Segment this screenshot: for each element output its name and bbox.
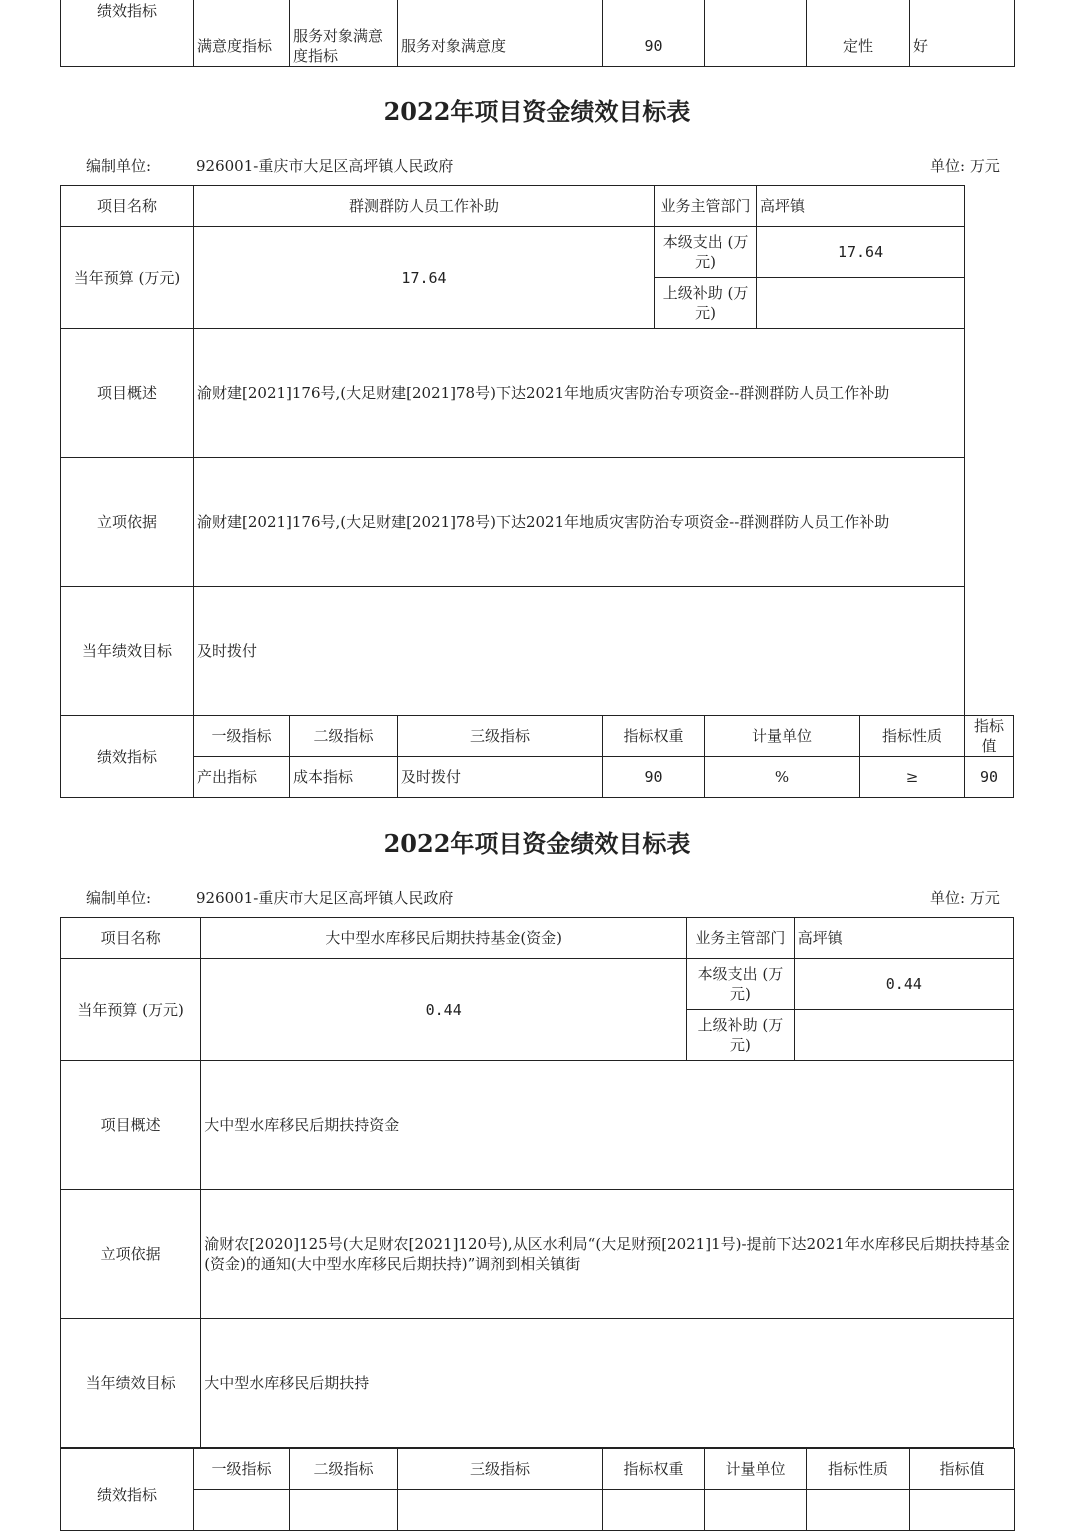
level3-cell: 服务对象满意度 (398, 0, 603, 67)
header-value: 指标值 (910, 1449, 1015, 1490)
level2-cell: 服务对象满意度指标 (290, 0, 398, 67)
summary-value: 大中型水库移民后期扶持资金 (201, 1061, 1014, 1190)
unit-cell (705, 0, 807, 67)
header-level1: 一级指标 (194, 1449, 290, 1490)
project-name-value: 群测群防人员工作补助 (194, 186, 655, 227)
compile-unit-value: 926001-重庆市大足区高坪镇人民政府 (196, 157, 454, 175)
header-nature: 指标性质 (807, 1449, 910, 1490)
header-unit: 计量单位 (705, 716, 860, 757)
compile-unit-label: 编制单位: (86, 157, 152, 175)
header-nature: 指标性质 (860, 716, 965, 757)
unit-label: 单位: 万元 (930, 157, 1000, 175)
header-weight: 指标权重 (603, 1449, 705, 1490)
header-value: 指标值 (965, 716, 1014, 757)
upper-subsidy-value (794, 1010, 1013, 1061)
project-name-label: 项目名称 (61, 918, 201, 959)
indicators-label: 绩效指标 (61, 0, 194, 67)
summary-label: 项目概述 (61, 1061, 201, 1190)
weight-cell: 90 (603, 0, 705, 67)
goal-label: 当年绩效目标 (61, 587, 194, 716)
nature-cell: 定性 (807, 0, 910, 67)
goal-value: 大中型水库移民后期扶持 (201, 1319, 1014, 1448)
weight-cell: 90 (603, 757, 705, 798)
dept-value: 高坪镇 (794, 918, 1013, 959)
header-level2: 二级指标 (290, 1449, 398, 1490)
own-expense-value: 17.64 (757, 227, 965, 278)
dept-value: 高坪镇 (757, 186, 965, 227)
indicators-label: 绩效指标 (61, 716, 194, 798)
level1-cell: 满意度指标 (194, 0, 290, 67)
header-level3: 三级指标 (398, 1449, 603, 1490)
budget-label: 当年预算 (万元) (61, 959, 201, 1061)
basis-value: 渝财建[2021]176号,(大足财建[2021]78号)下达2021年地质灾害防治专项资金--群测群防人员工作补助 (194, 458, 965, 587)
level2-cell: 成本指标 (290, 757, 398, 798)
budget-label: 当年预算 (万元) (61, 227, 194, 329)
goal-label: 当年绩效目标 (61, 1319, 201, 1448)
upper-subsidy-label: 上级补助 (万元) (687, 1010, 795, 1061)
performance-table-2 (60, 917, 1014, 1448)
header-level1: 一级指标 (194, 716, 290, 757)
level3-cell: 及时拨付 (398, 757, 603, 798)
compile-unit-value: 926001-重庆市大足区高坪镇人民政府 (196, 889, 454, 907)
nature-cell: ≥ (860, 757, 965, 798)
own-expense-label: 本级支出 (万元) (687, 959, 795, 1010)
basis-label: 立项依据 (61, 1190, 201, 1319)
own-expense-value: 0.44 (794, 959, 1013, 1010)
unit-label: 单位: 万元 (930, 889, 1000, 907)
upper-subsidy-value (757, 278, 965, 329)
upper-subsidy-label: 上级补助 (万元) (655, 278, 757, 329)
budget-value: 0.44 (201, 959, 687, 1061)
budget-value: 17.64 (194, 227, 655, 329)
previous-table-fragment (0, 0, 1074, 68)
next-rows-fragment (0, 1440, 1074, 1504)
own-expense-label: 本级支出 (万元) (655, 227, 757, 278)
page-title: 2022年项目资金绩效目标表 (383, 829, 691, 858)
value-cell: 好 (910, 0, 1015, 67)
header-level2: 二级指标 (290, 716, 398, 757)
project-name-value: 大中型水库移民后期扶持基金(资金) (201, 918, 687, 959)
basis-label: 立项依据 (61, 458, 194, 587)
unit-cell: % (705, 757, 860, 798)
level1-cell: 产出指标 (194, 757, 290, 798)
project-name-label: 项目名称 (61, 186, 194, 227)
header-level3: 三级指标 (398, 716, 603, 757)
summary-value: 渝财建[2021]176号,(大足财建[2021]78号)下达2021年地质灾害防治专项资金--群测群防人员工作补助 (194, 329, 965, 458)
compile-unit-label: 编制单位: (86, 889, 152, 907)
performance-table-1 (60, 185, 1014, 798)
header-unit: 计量单位 (705, 1449, 807, 1490)
previous-table (60, 0, 1015, 67)
header-weight: 指标权重 (603, 716, 705, 757)
indicators-label: 绩效指标 (61, 1449, 194, 1531)
performance-table-2-indicators (60, 1448, 1015, 1531)
basis-value: 渝财农[2020]125号(大足财农[2021]120号),从区水利局“(大足财预[2021]1号)-提前下达2021年水库移民后期扶持基金(资金)的通知(大中型水库移民后期扶持)”调剂到相关镇街 (201, 1190, 1014, 1319)
page-title: 2022年项目资金绩效目标表 (383, 97, 691, 126)
dept-label: 业务主管部门 (655, 186, 757, 227)
dept-label: 业务主管部门 (687, 918, 795, 959)
value-cell: 90 (965, 757, 1014, 798)
summary-label: 项目概述 (61, 329, 194, 458)
goal-value: 及时拨付 (194, 587, 965, 716)
